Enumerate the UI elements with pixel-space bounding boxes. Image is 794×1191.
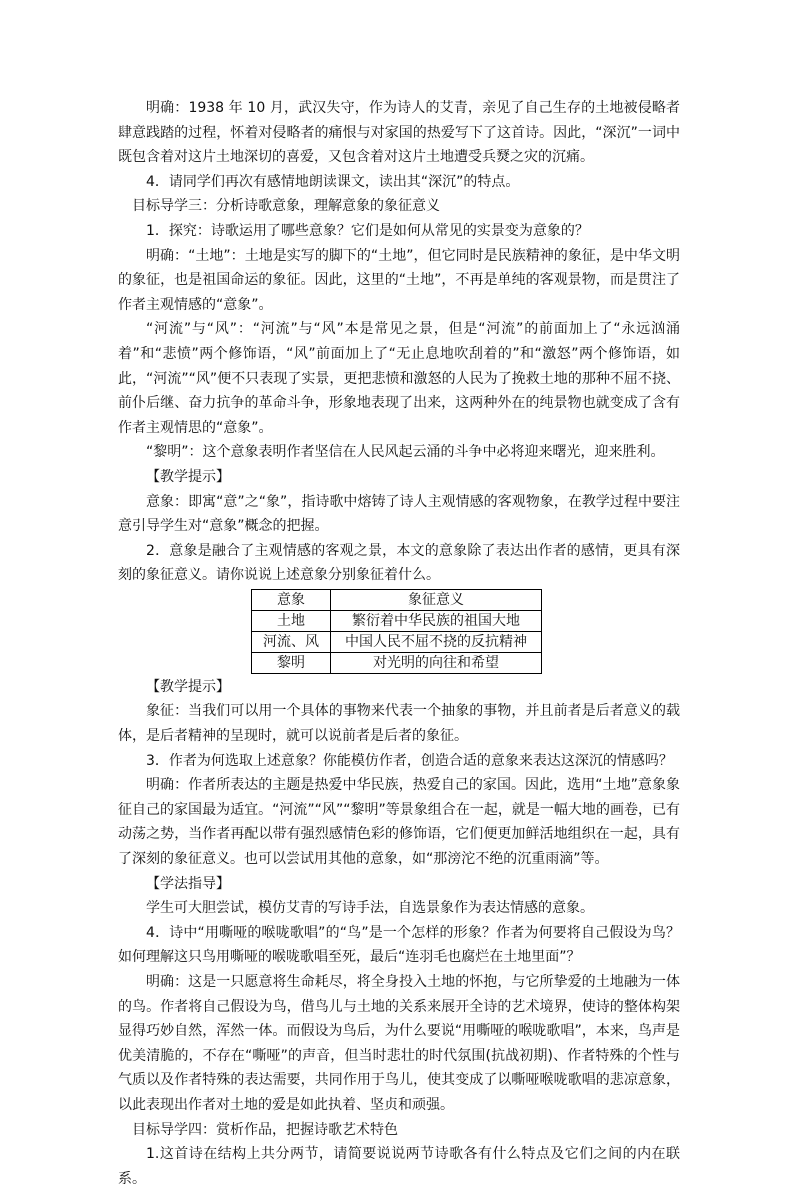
question-4-bird: 4．诗中“用嘶哑的喉咙歌唱”的“鸟”是一个怎样的形象？作者为何要将自己假设为鸟？如何理解这只鸟用嘶哑的喉咙歌唱至死，最后“连羽毛也腐烂在土地里面”？: [118, 924, 680, 966]
table-cell: 土地: [252, 610, 331, 631]
guide-paragraph: 学生可大胆尝试，模仿艾青的写诗手法，自选景象作为表达情感的意象。: [146, 900, 594, 917]
table-cell: 繁衍着中华民族的祖国大地: [331, 610, 542, 631]
table-header-cell: 象征意义: [331, 589, 542, 610]
question-1: 1．探究：诗歌运用了哪些意象？它们是如何从常见的实景变为意象的？: [146, 222, 589, 239]
answer-paragraph: 明确：这是一只愿意将生命耗尽，将全身投入土地的怀抱，与它所挚爱的土地融为一体的鸟。作者将自己假设为鸟，借鸟儿与土地的关系来展开全诗的艺术境界，使诗的整体构架显得巧妙自然，浑然一体。而假设为鸟后，为什么要说“用嘶哑的喉咙歌唱”，本来，鸟声是优美清脆的，不存在“嘶哑”的声音，但当时悲壮的时代氛围(抗战初期)、作者特殊的个性与气质以及作者特殊的表达需要，共同作用于鸟儿，使其变成了以嘶哑喉咙歌唱的悲凉意象，以此表现出作者对土地的爱是如此执着、坚贞和顽强。: [118, 974, 680, 1113]
teaching-tip-label: 【教学提示】: [146, 678, 230, 695]
study-method-label: 【学法指导】: [146, 875, 230, 892]
table-row: [252, 631, 542, 652]
table-row: [252, 610, 542, 631]
table-header-cell: 意象: [252, 589, 331, 610]
question-4: 4．请同学们再次有感情地朗读课文，读出其“深沉”的特点。: [146, 173, 520, 190]
answer-paragraph: 明确：“土地”：土地是实写的脚下的“土地”，但它同时是民族精神的象征，是中华文明的象征，也是祖国命运的象征。因此，这里的“土地”，不再是单纯的客观景物，而是贯注了作者主观情感的“意象”。: [118, 247, 680, 313]
table-cell: 黎明: [252, 652, 331, 673]
question-2: 2．意象是融合了主观情感的客观之景，本文的意象除了表达出作者的感情，更具有深刻的象征意义。请你说说上述意象分别象征着什么。: [118, 542, 680, 584]
question-1-structure: 1.这首诗在结构上共分两节，请简要说说两节诗歌各有什么特点及它们之间的内在联系。: [118, 1146, 680, 1187]
table-row: [252, 652, 542, 673]
table-cell: 中国人民不屈不挠的反抗精神: [331, 631, 542, 652]
document-page: [118, 96, 680, 1191]
section-heading-goal-4: 目标导学四：赏析作品，把握诗歌艺术特色: [132, 1121, 398, 1138]
question-3: 3．作者为何选取上述意象？你能模仿作者，创造合适的意象来表达这深沉的情感吗？: [146, 752, 673, 769]
tip-paragraph: 象征：当我们可以用一个具体的事物来代表一个抽象的事物，并且前者是后者意义的载体，是后者精神的呈现时，就可以说前者是后者的象征。: [118, 703, 680, 745]
tip-paragraph: 意象：即寓“意”之“象”，指诗歌中熔铸了诗人主观情感的客观物象，在教学过程中要注意引导学生对“意象”概念的把握。: [118, 493, 680, 535]
table-header-row: [252, 589, 542, 610]
answer-paragraph: “黎明”：这个意象表明作者坚信在人民风起云涌的斗争中必将迎来曙光，迎来胜利。: [146, 444, 665, 461]
table-cell: 对光明的向往和希望: [331, 652, 542, 673]
answer-paragraph: 明确：作者所表达的主题是热爱中华民族，热爱自己的家国。因此，选用“土地”意象象征自己的家国最为适宜。“河流”“风”“黎明”等景象组合在一起，就是一幅大地的画卷，已有动荡之势，当作者再配以带有强烈感情色彩的修饰语，它们便更加鲜活地组织在一起，具有了深刻的象征意义。也可以尝试用其他的意象，如“那滂沱不绝的沉重雨滴”等。: [118, 777, 680, 868]
table-cell: 河流、风: [252, 631, 331, 652]
symbol-meaning-table: [251, 589, 542, 674]
teaching-tip-label: 【教学提示】: [146, 468, 230, 485]
answer-paragraph: 明确：1938 年 10 月，武汉失守，作为诗人的艾青，亲见了自己生存的土地被侵略者肆意践踏的过程，怀着对侵略者的痛恨与对家国的热爱写下了这首诗。因此，“深沉”一词中既包含着对这片土地深切的喜爱，又包含着对这片土地遭受兵燹之灾的沉痛。: [118, 100, 680, 166]
section-heading-goal-3: 目标导学三：分析诗歌意象，理解意象的象征意义: [132, 198, 440, 215]
answer-paragraph: “河流”与“风”：“河流”与“风”本是常见之景，但是“河流”的前面加上了“永远汹涌着”和“悲愤”两个修饰语，“风”前面加上了“无止息地吹刮着的”和“激怒”两个修饰语，如此，“河流”“风”便不只表现了实景，更把悲愤和激怒的人民为了挽救土地的那种不屈不挠、前仆后继、奋力抗争的革命斗争，形象地表现了出来，这两种外在的纯景物也就变成了含有作者主观情思的“意象”。: [118, 321, 680, 436]
